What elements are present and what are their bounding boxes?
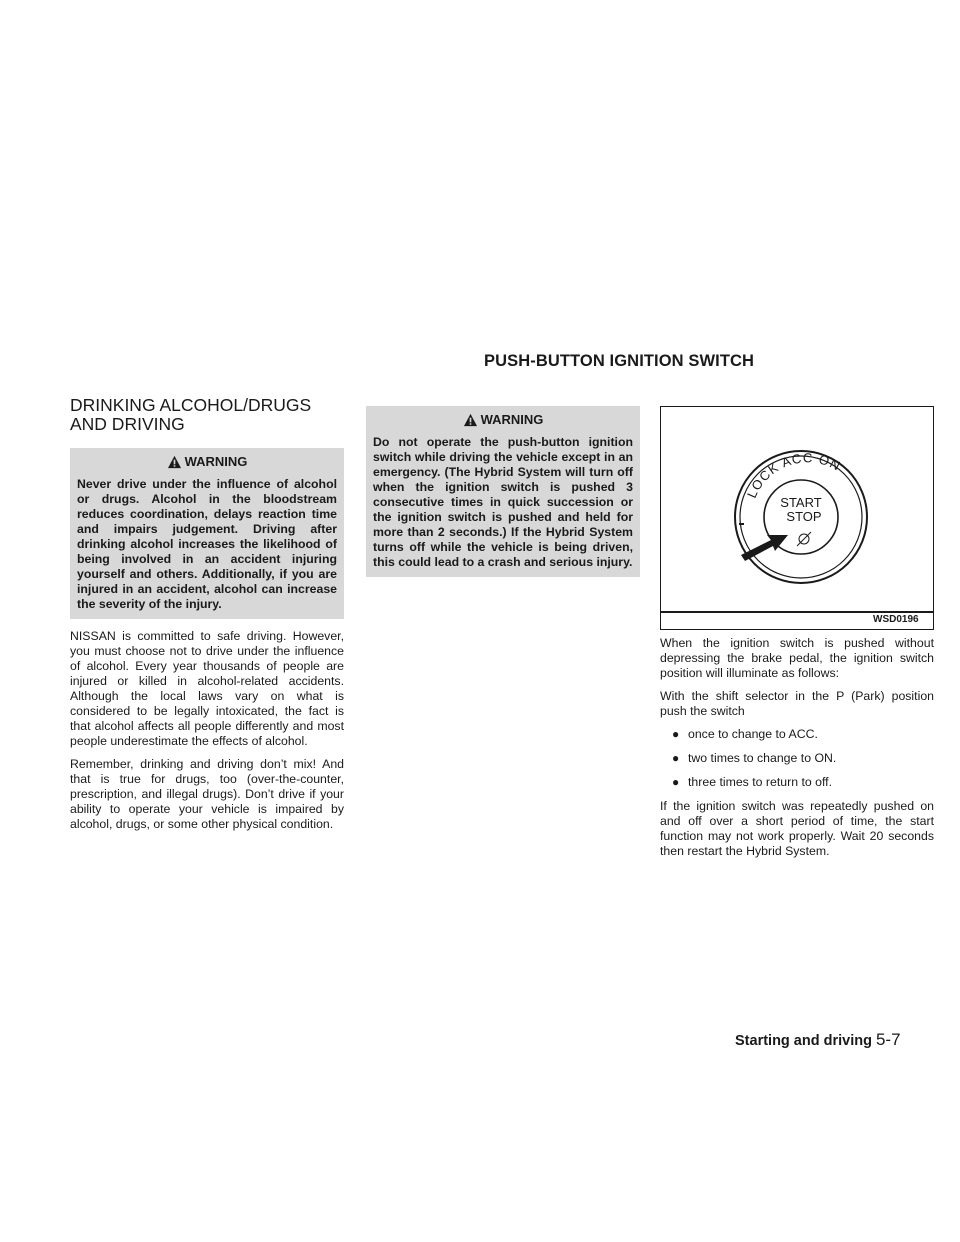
paragraph: When the ignition switch is pushed without depressing the brake pedal, the ignition switch position will illuminate as follows: bbox=[660, 636, 934, 680]
figure-divider bbox=[661, 611, 933, 613]
right-column bbox=[660, 406, 934, 867]
button-label-stop: STOP bbox=[786, 509, 822, 524]
warning-title bbox=[77, 454, 337, 469]
ignition-switch-figure bbox=[660, 406, 934, 630]
left-column bbox=[70, 396, 344, 840]
warning-title bbox=[373, 412, 633, 427]
paragraph: If the ignition switch was repeatedly pushed on and off over a short period of time, the start function may not work properly. Wait 20 seconds then restart the Hybrid System. bbox=[660, 799, 934, 858]
bullet-dot: ● bbox=[672, 727, 680, 741]
chapter-name: Starting and driving bbox=[735, 1033, 872, 1049]
list-item bbox=[660, 727, 934, 742]
list-item-text: three times to return to off. bbox=[688, 775, 832, 789]
warning-title-label: WARNING bbox=[184, 454, 248, 469]
paragraph: NISSAN is committed to safe driving. However, you must choose not to drive under the influence of alcohol. Every year thousands of people are injured or killed in alcohol-related accidents. Although the local laws vary on what is considered to be legally intoxicated, the fact is that alcohol affects all people differently and most people underestimate the effects of alcohol. bbox=[70, 629, 344, 748]
list-item bbox=[660, 775, 934, 790]
list-item bbox=[660, 751, 934, 766]
hybrid-symbol-icon bbox=[797, 532, 811, 546]
list-item-text: two times to change to ON. bbox=[688, 751, 837, 765]
bullet-list bbox=[660, 727, 934, 790]
list-item-text: once to change to ACC. bbox=[688, 727, 818, 741]
page-number: 5-7 bbox=[875, 1030, 901, 1049]
warning-triangle-icon bbox=[167, 455, 182, 469]
page-footer bbox=[735, 1030, 901, 1050]
warning-title-label: WARNING bbox=[480, 412, 544, 427]
bullet-dot: ● bbox=[672, 751, 680, 765]
ring-label: LOCK ACC ON bbox=[743, 450, 844, 501]
ignition-switch-illustration bbox=[661, 407, 935, 611]
alcohol-warning-text: Never drive under the influence of alcohol or drugs. Alcohol in the bloodstream reduces coordination, delays reaction time and impairs judgement. Driving after drinking alcohol increases the likelihood of being involved in an accident injuring yourself and others. Additionally, if you are injured in an accident, alcohol can increase the severity of the injury. bbox=[77, 477, 337, 611]
paragraph: Remember, drinking and driving don’t mix! And that is true for drugs, too (over-the-counter, prescription, and illegal drugs). Don’t drive if your ability to operate your vehicle is impaired by alcohol, drugs, or some other physical condition. bbox=[70, 757, 344, 831]
bullet-dot: ● bbox=[672, 775, 680, 789]
alcohol-warning-box bbox=[70, 448, 344, 619]
middle-column bbox=[366, 406, 640, 587]
section-title: PUSH-BUTTON IGNITION SWITCH bbox=[484, 352, 755, 370]
button-label-start: START bbox=[780, 495, 822, 510]
ignition-warning-text: Do not operate the push-button ignition switch while driving the vehicle except in an emergency. (The Hybrid System will turn off when the ignition switch is pushed 3 consecutive times in quick succession or the ignition switch is pushed and held for more than 2 seconds.) If the Hybrid System turns off while the vehicle is being driven, this could lead to a crash and serious injury. bbox=[373, 435, 633, 569]
paragraph: With the shift selector in the P (Park) position push the switch bbox=[660, 689, 934, 718]
figure-code: WSD0196 bbox=[873, 614, 919, 625]
ignition-warning-box bbox=[366, 406, 640, 577]
warning-triangle-icon bbox=[463, 413, 478, 427]
drinking-heading: DRINKING ALCOHOL/DRUGS AND DRIVING bbox=[70, 395, 312, 434]
